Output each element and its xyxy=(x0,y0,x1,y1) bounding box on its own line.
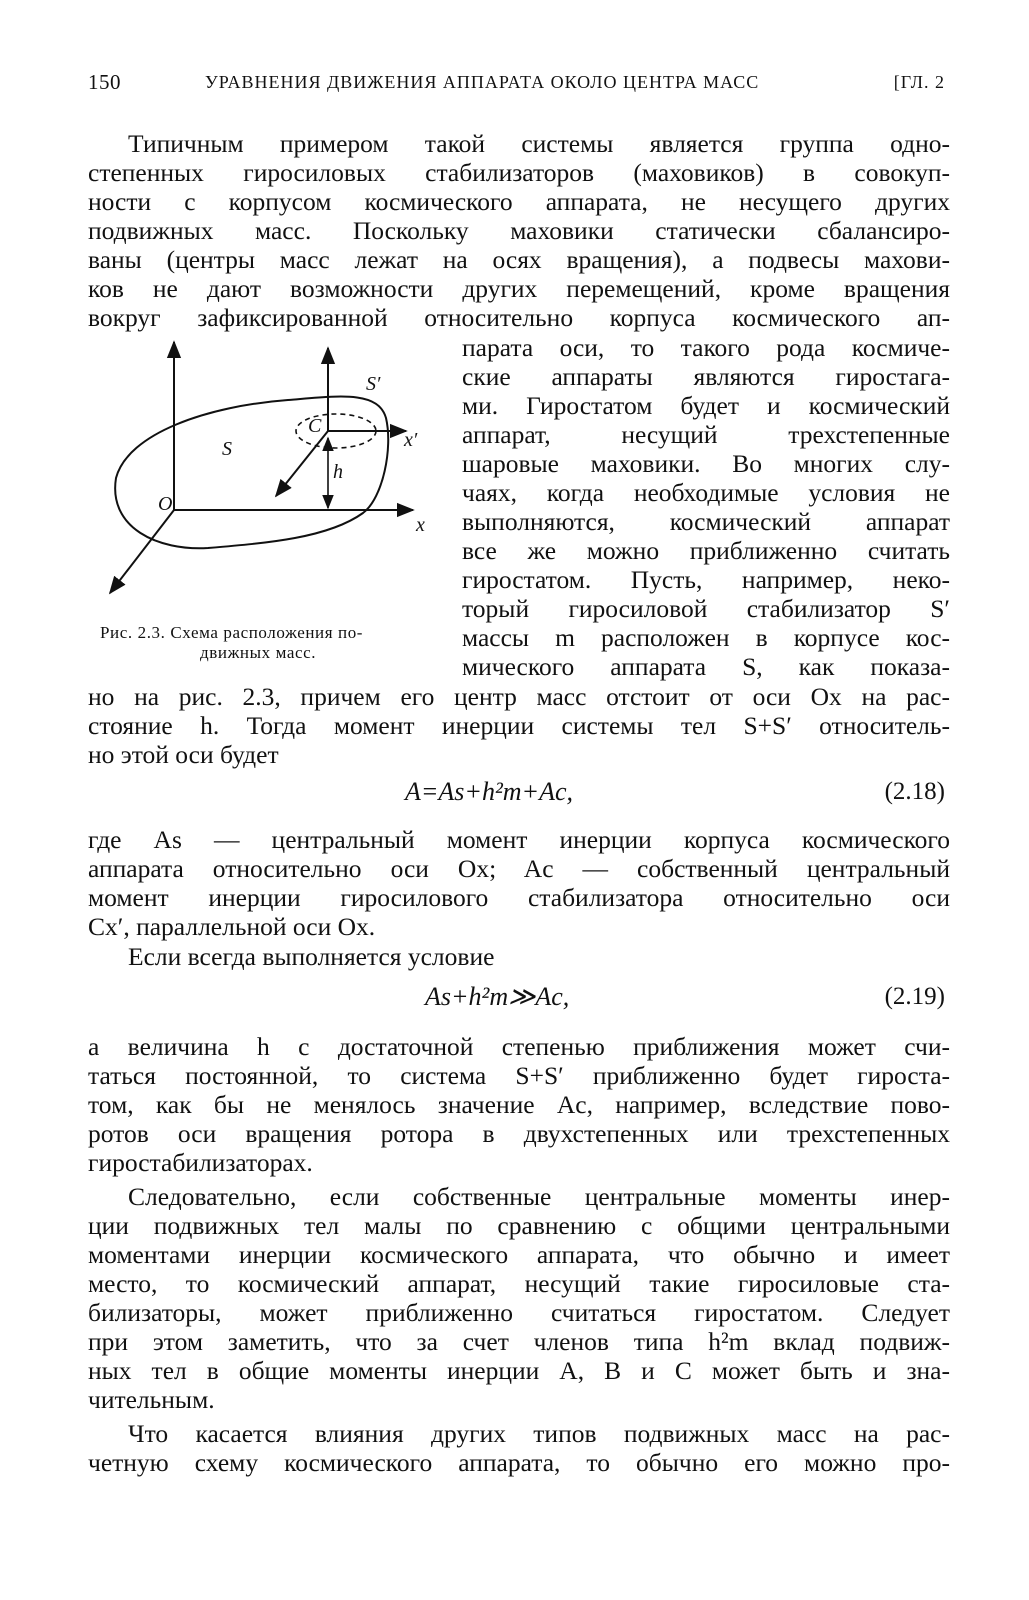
text-line: а величина h с достаточной степенью приближения может счи- xyxy=(88,1032,950,1061)
text-line: чительным. xyxy=(88,1385,215,1414)
text-line: ваны (центры масс лежат на осях вращения), а подвесы махови- xyxy=(88,245,950,274)
text-line: аппарат, несущий трехстепенные xyxy=(462,420,950,449)
chapter-marker: [ГЛ. 2 xyxy=(893,72,945,92)
text-line: при этом заметить, что за счет членов типа h²m вклад подвиж- xyxy=(88,1327,950,1356)
text-line: чаях, когда необходимые условия не xyxy=(462,478,950,507)
text-line: Cx′, параллельной оси Ox. xyxy=(88,912,376,941)
text-line: таться постоянной, то система S+S′ приближенно будет гироста- xyxy=(88,1061,950,1090)
text-line: гиростабилизаторах. xyxy=(88,1148,313,1177)
text-line: ции подвижных тел малы по сравнению с общими центральными xyxy=(88,1211,950,1240)
text-line: Следовательно, если собственные центральные моменты инер- xyxy=(128,1182,950,1211)
text-line: но этой оси будет xyxy=(88,740,279,769)
equation-number-2-18: (2.18) xyxy=(884,778,945,805)
text-line: выполняются, космический аппарат xyxy=(462,507,950,536)
text-line: мического аппарата S, как показа- xyxy=(462,652,950,681)
text-line: подвижных масс. Поскольку маховики статически сбалансиро- xyxy=(88,216,950,245)
equation-2-19: As+h²m≫Ac, xyxy=(425,982,570,1011)
text-line: где As — центральный момент инерции корпуса космического xyxy=(88,825,950,854)
label-c: C xyxy=(308,415,322,437)
text-line: ных тел в общие моменты инерции A, B и C может быть и зна- xyxy=(88,1356,950,1385)
text-line: Что касается влияния других типов подвижных масс на рас- xyxy=(128,1419,950,1448)
text-line: стояние h. Тогда момент инерции системы тел S+S′ относитель- xyxy=(88,711,950,740)
label-h: h xyxy=(333,461,343,483)
page-number: 150 xyxy=(88,70,121,94)
label-o: O xyxy=(158,493,173,515)
text-line: но на рис. 2.3, причем его центр масс отстоит от оси Ox на рас- xyxy=(88,682,950,711)
text-line: степенных гиросиловых стабилизаторов (маховиков) в совокуп- xyxy=(88,158,950,187)
figure-caption xyxy=(100,623,450,663)
text-line: моментами инерции космического аппарата, что обычно и имеет xyxy=(88,1240,950,1269)
equation-number-2-19: (2.19) xyxy=(884,983,945,1010)
text-line: ности с корпусом космического аппарата, не несущего других xyxy=(88,187,950,216)
oblique-axis xyxy=(110,510,174,593)
caption-line: движных масс. xyxy=(200,643,317,662)
running-title: УРАВНЕНИЯ ДВИЖЕНИЯ АППАРАТА ОКОЛО ЦЕНТРА МАСС xyxy=(205,72,760,92)
equation-2-18: A=As+h²m+Ac, xyxy=(405,777,574,806)
scheme-diagram xyxy=(88,338,453,633)
text-line: шаровые маховики. Во многих слу- xyxy=(462,449,950,478)
text-line: гиростатом. Пусть, например, неко- xyxy=(462,565,950,594)
body-outline xyxy=(115,397,388,549)
caption-line: Рис. 2.3. Схема расположения по- xyxy=(100,623,364,642)
text-line: билизаторы, может приближенно считаться гиростатом. Следует xyxy=(88,1298,950,1327)
running-header xyxy=(88,70,945,100)
label-x-prime: x′ xyxy=(404,429,418,451)
text-line: ские аппараты являются гиростага- xyxy=(462,362,950,391)
text-line: Типичным примером такой системы является группа одно- xyxy=(128,129,950,158)
text-line: ков не дают возможности других перемещений, кроме вращения xyxy=(88,274,950,303)
label-x: x xyxy=(416,514,425,536)
text-line: момент инерции гиросилового стабилизатора относительно оси xyxy=(88,883,950,912)
text-line: торый гиросиловой стабилизатор S′ xyxy=(462,594,950,623)
text-line: ми. Гиростатом будет и космический xyxy=(462,391,950,420)
text-line: все же можно приближенно считать xyxy=(462,536,950,565)
text-line: аппарата относительно оси Ox; Ac — собственный центральный xyxy=(88,854,950,883)
label-s-prime: S′ xyxy=(366,373,381,395)
label-s: S xyxy=(222,438,232,460)
figure-2-3 xyxy=(88,338,453,633)
text-line: парата оси, то такого рода космиче- xyxy=(462,333,950,362)
text-line: Если всегда выполняется условие xyxy=(128,942,495,971)
text-line: том, как бы не менялось значение Ac, например, вследствие пово- xyxy=(88,1090,950,1119)
text-line: ротов оси вращения ротора в двухстепенных или трехстепенных xyxy=(88,1119,950,1148)
text-line: массы m расположен в корпусе кос- xyxy=(462,623,950,652)
text-line: место, то космический аппарат, несущий такие гиросиловые ста- xyxy=(88,1269,950,1298)
text-line: вокруг зафиксированной относительно корпуса космического ап- xyxy=(88,303,950,332)
text-line: четную схему космического аппарата, то обычно его можно про- xyxy=(88,1448,950,1477)
